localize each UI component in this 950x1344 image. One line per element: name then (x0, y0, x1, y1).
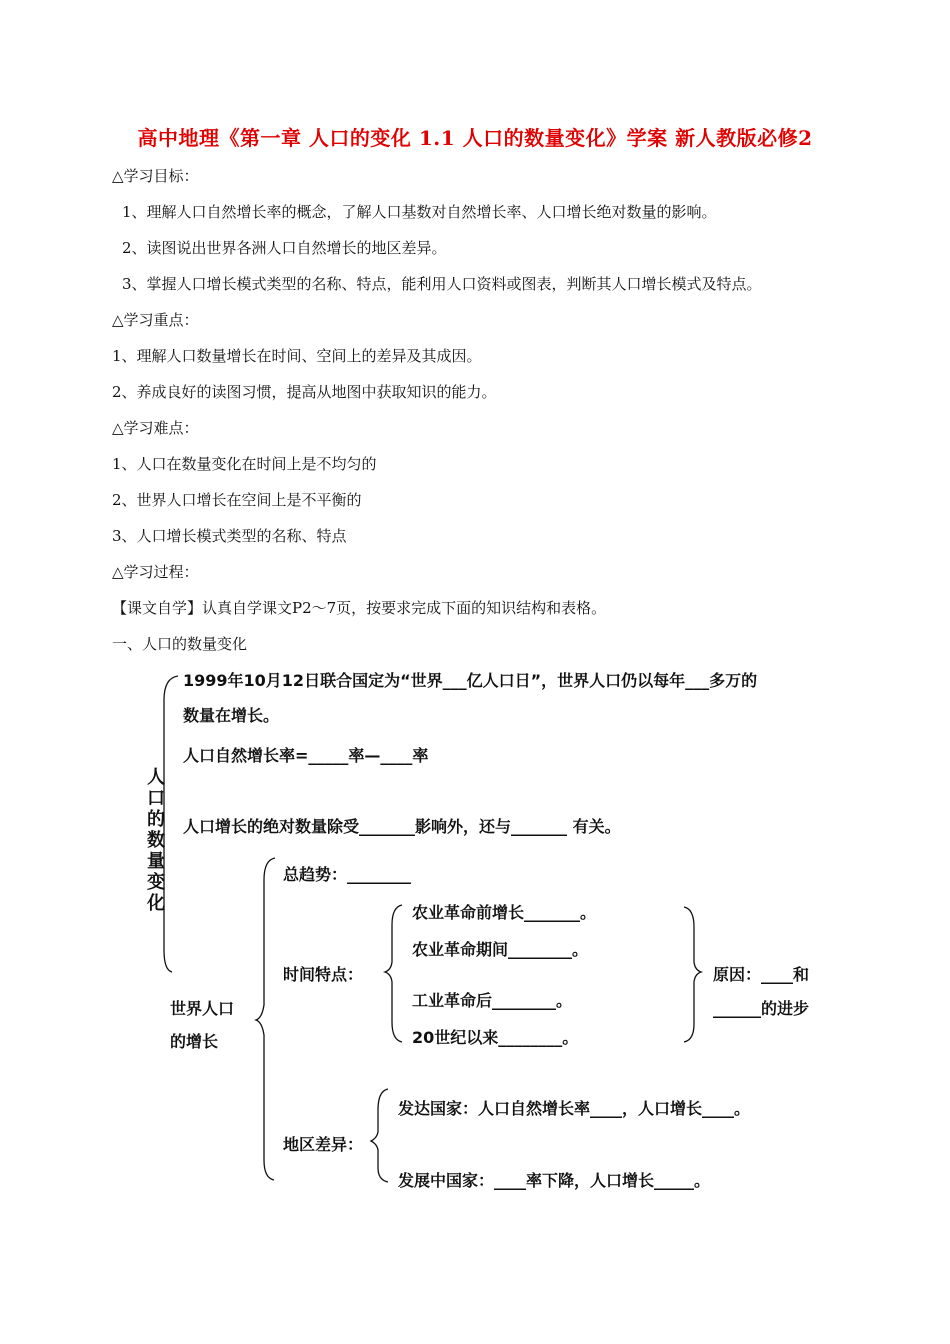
reason-line: 原因：____和 (713, 965, 810, 984)
diagram-line-un-date: 1999年10月12日联合国定为“世界___亿人口日”，世界人口仍以每年___多万的 (183, 671, 758, 690)
self-study-instruction: 【课文自学】认真自学课文P2～7页，按要求完成下面的知识结构和表格。 (112, 599, 607, 617)
world-growth-brace (256, 858, 275, 1180)
difficulties-heading: △学习难点： (112, 419, 199, 437)
region-difference-label: 地区差异： (283, 1135, 364, 1154)
time-brace (385, 905, 402, 1042)
diagram-line-absolute-number: 人口增长的绝对数量除受_______影响外，还与_______ 有关。 (183, 817, 621, 836)
time-item: 20世纪以来________。 (412, 1028, 579, 1047)
trend-line: 总趋势：________ (283, 865, 412, 884)
time-item: 工业革命后________。 (412, 991, 573, 1010)
difficulty-item: 1、人口在数量变化在时间上是不均匀的 (112, 455, 377, 473)
key-points-heading: △学习重点： (112, 311, 199, 329)
reason-line: ______的进步 (713, 999, 810, 1018)
diagram-line-rate-formula: 人口自然增长率=_____率—____率 (183, 746, 429, 765)
section-heading: 一、人口的数量变化 (112, 635, 248, 653)
time-item: 农业革命前增长_______。 (412, 903, 597, 922)
root-brace (164, 676, 178, 972)
objective-item: 1、理解人口自然增长率的概念，了解人口基数对自然增长率、人口增长绝对数量的影响。 (122, 203, 717, 221)
objective-item: 2、读图说出世界各洲人口自然增长的地区差异。 (122, 239, 447, 257)
difficulty-item: 2、世界人口增长在空间上是不平衡的 (112, 491, 362, 509)
time-feature-label: 时间特点： (283, 965, 364, 984)
key-point-item: 1、理解人口数量增长在时间、空间上的差异及其成因。 (112, 347, 482, 365)
reason-brace (684, 907, 701, 1042)
difficulty-item: 3、人口增长模式类型的名称、特点 (112, 527, 347, 545)
world-growth-label: 世界人口 (170, 999, 235, 1018)
root-label: 人口的数量变化 (147, 767, 165, 914)
objective-item: 3、掌握人口增长模式类型的名称、特点，能利用人口资料或图表，判断其人口增长模式及特点。 (122, 275, 762, 293)
process-heading: △学习过程： (112, 563, 199, 581)
region-brace (371, 1089, 388, 1182)
time-item: 农业革命期间________。 (412, 940, 589, 959)
page-title: 高中地理《第一章 人口的变化 1.1 人口的数量变化》学案 新人教版必修2 (137, 126, 813, 150)
key-point-item: 2、养成良好的读图习惯，提高从地图中获取知识的能力。 (112, 383, 497, 401)
diagram-line-growth: 数量在增长。 (183, 706, 280, 725)
world-growth-label: 的增长 (170, 1032, 219, 1051)
objectives-heading: △学习目标： (112, 167, 199, 185)
developed-countries-line: 发达国家：人口自然增长率____，人口增长____。 (398, 1099, 751, 1118)
developing-countries-line: 发展中国家：____率下降，人口增长_____。 (398, 1171, 711, 1190)
